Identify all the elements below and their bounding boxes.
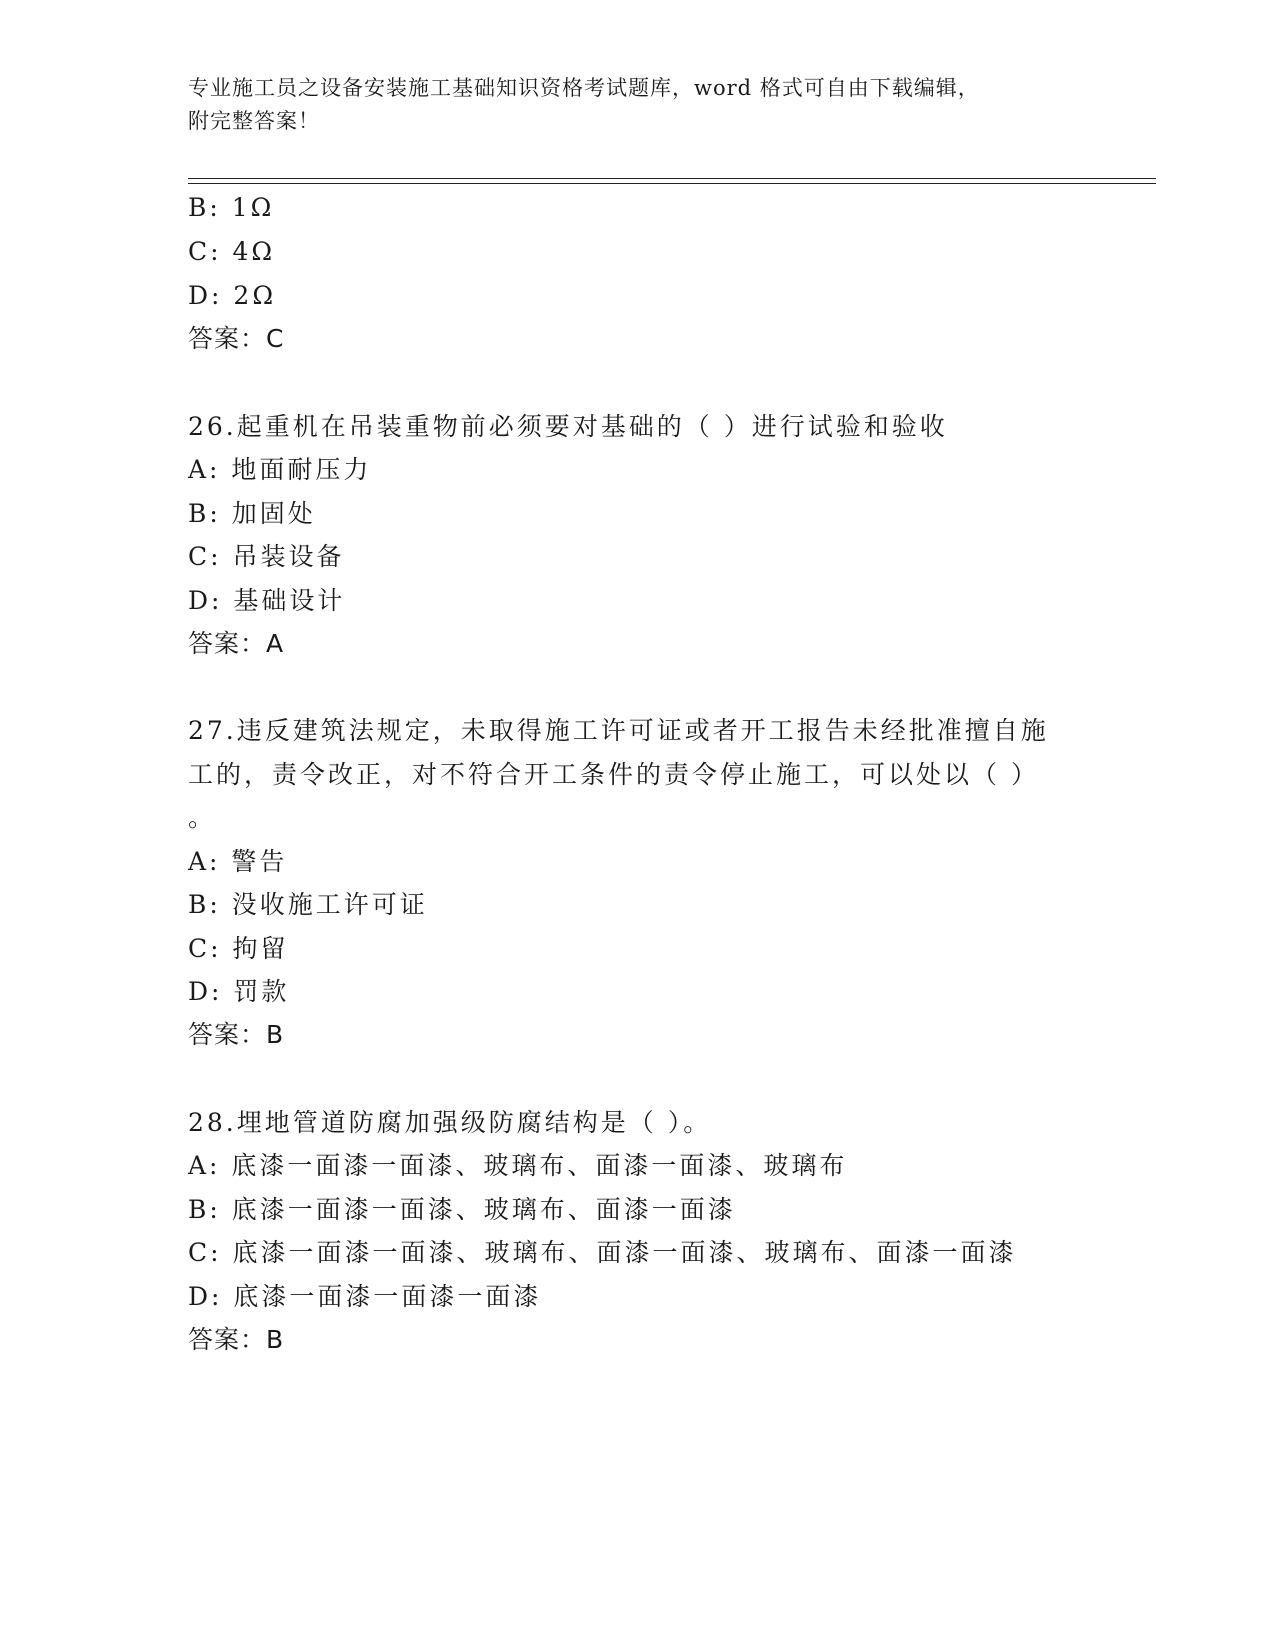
- header-line-2: 附完整答案！: [188, 109, 320, 133]
- question-27-title-line-2: 工的，责令改正，对不符合开工条件的责令停止施工，可以处以（ ）: [188, 760, 1039, 789]
- question-27-title-line-1: 27.违反建筑法规定，未取得施工许可证或者开工报告未经批准擅自施: [188, 716, 1049, 745]
- answer-line: 答案：B: [188, 1325, 285, 1354]
- header-divider-top: [188, 178, 1156, 179]
- option-c: C: 吊装设备: [188, 542, 345, 571]
- question-27-title-line-3: 。: [188, 803, 217, 832]
- answer-line: 答案：A: [188, 629, 285, 658]
- question-28-title: 28.埋地管道防腐加强级防腐结构是（ ）。: [188, 1108, 712, 1137]
- option-d: D: 罚款: [188, 977, 290, 1006]
- option-b: B: 1Ω: [188, 193, 275, 222]
- option-a: A: 地面耐压力: [188, 455, 372, 484]
- option-d: D: 2Ω: [188, 281, 277, 310]
- option-c: C: 拘留: [188, 934, 289, 963]
- option-c: C: 底漆一面漆一面漆、玻璃布、面漆一面漆、玻璃布、面漆一面漆: [188, 1238, 1017, 1267]
- option-b: B: 加固处: [188, 499, 316, 528]
- document-header: [188, 72, 1068, 138]
- answer-line: 答案：B: [188, 1020, 285, 1049]
- option-a: A: 警告: [188, 847, 288, 876]
- option-d: D: 底漆一面漆一面漆一面漆: [188, 1282, 542, 1311]
- option-a: A: 底漆一面漆一面漆、玻璃布、面漆一面漆、玻璃布: [188, 1151, 848, 1180]
- option-b: B: 没收施工许可证: [188, 890, 428, 919]
- header-line-1: 专业施工员之设备安装施工基础知识资格考试题库，word 格式可自由下载编辑，: [188, 76, 980, 100]
- option-c: C: 4Ω: [188, 237, 276, 266]
- header-divider-bottom: [188, 183, 1156, 184]
- answer-line: 答案：C: [188, 324, 285, 353]
- question-26-title: 26.起重机在吊装重物前必须要对基础的（ ）进行试验和验收: [188, 412, 948, 441]
- option-d: D: 基础设计: [188, 586, 346, 615]
- option-b: B: 底漆一面漆一面漆、玻璃布、面漆一面漆: [188, 1195, 736, 1224]
